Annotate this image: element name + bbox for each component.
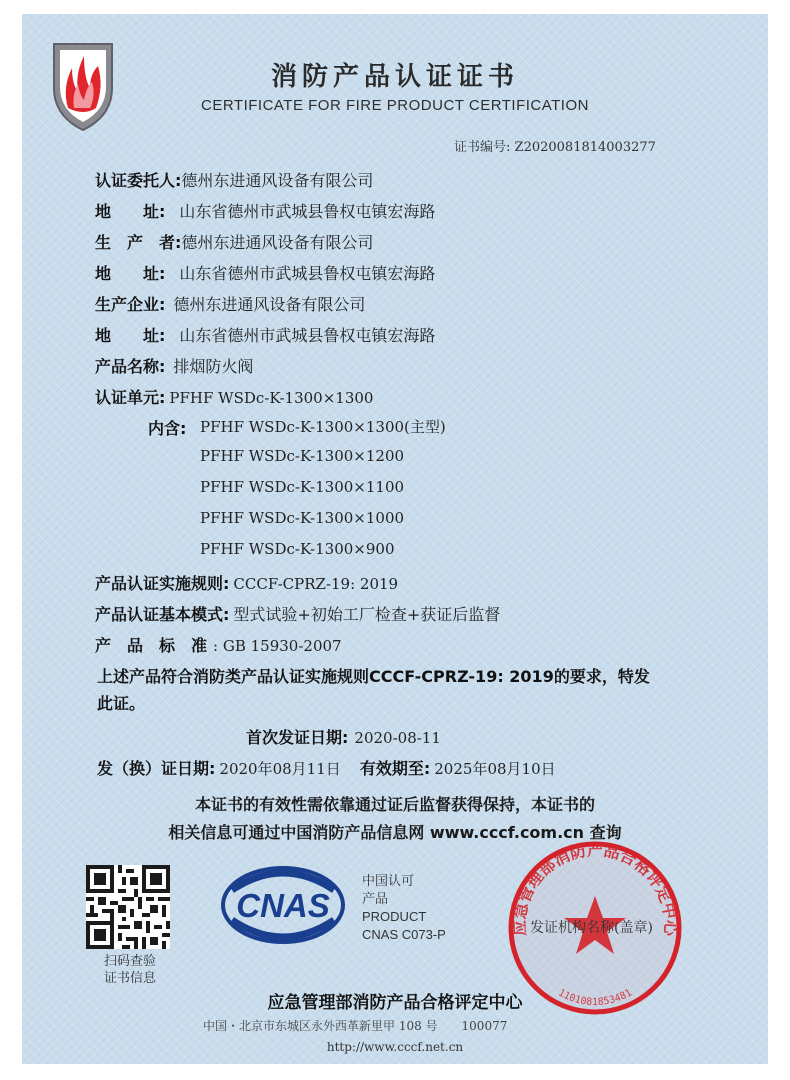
model-item: PFHF WSDc-K-1300×1000 — [200, 509, 405, 527]
mode-value: 型式试验+初始工厂检查+获证后监督 — [233, 605, 501, 624]
address2-label: 地 址: — [95, 264, 166, 283]
standard-value: : GB 15930-2007 — [213, 637, 342, 655]
product-row — [95, 354, 253, 377]
issue-validity-dates — [97, 756, 556, 779]
address3-row — [95, 323, 435, 346]
enterprise-row — [95, 292, 365, 315]
product-label: 产品名称: — [95, 357, 166, 376]
model-item: PFHF WSDc-K-1300×900 — [200, 540, 395, 558]
cnas-line2: 产品 — [362, 891, 389, 906]
cnas-line1: 中国认可 — [362, 873, 415, 888]
producer-value: 德州东进通风设备有限公司 — [181, 233, 374, 252]
seal-ring-text: 应急管理部消防产品合格评定中心 — [509, 840, 681, 937]
qr-caption — [80, 953, 180, 987]
enterprise-value: 德州东进通风设备有限公司 — [173, 295, 366, 314]
enterprise-label: 生产企业: — [95, 295, 166, 314]
first-issue-date — [246, 725, 441, 748]
address2-row — [95, 261, 435, 284]
cnas-logo-text: CNAS — [236, 887, 330, 924]
certificate-title: 消防产品认证证书 — [270, 62, 519, 92]
first-issue-label: 首次发证日期: — [246, 728, 349, 747]
unit-row — [95, 385, 373, 408]
cnas-accreditation-text — [362, 872, 446, 944]
qr-caption-line2: 证书信息 — [103, 971, 156, 986]
validity-notice-line1: 本证书的有效性需依靠通过证后监督获得保持，本证书的 — [194, 795, 595, 814]
mode-label: 产品认证基本模式: — [95, 605, 230, 624]
rules-label: 产品认证实施规则: — [95, 574, 230, 593]
seal-overlay-text: 发证机构名称(盖章) — [530, 920, 653, 936]
qr-code-icon[interactable] — [86, 865, 170, 949]
first-issue-value: 2020-08-11 — [354, 729, 441, 747]
qr-caption-line1: 扫码查验 — [103, 954, 156, 969]
model-item: PFHF WSDc-K-1300×1200 — [200, 447, 405, 465]
seal-serial: 1101081853481 — [556, 987, 634, 1009]
cnas-logo-icon — [218, 862, 348, 948]
organization-url[interactable]: http://www.cccf.net.cn — [326, 1040, 464, 1054]
contains-label: 内含: — [148, 419, 187, 438]
address1-row — [95, 199, 435, 222]
certificate-subtitle: CERTIFICATE FOR FIRE PRODUCT CERTIFICATION — [201, 97, 589, 114]
model-item: PFHF WSDc-K-1300×1300(主型) — [200, 418, 446, 436]
certificate-number — [454, 136, 656, 155]
valid-until-label: 有效期至: — [359, 759, 431, 778]
conformity-statement-line1: 上述产品符合消防类产品认证实施规则CCCF-CPRZ-19: 2019的要求，特发 — [97, 667, 650, 686]
issuing-organization: 应急管理部消防产品合格评定中心 — [267, 993, 523, 1013]
client-value: 德州东进通风设备有限公司 — [181, 171, 374, 190]
address1-value: 山东省德州市武城县鲁权屯镇宏海路 — [179, 202, 436, 221]
cnas-line4: CNAS C073-P — [362, 927, 446, 942]
rules-row — [95, 571, 398, 594]
producer-row — [95, 230, 373, 253]
certificate-number-value: Z2020081814003277 — [514, 140, 656, 155]
client-row — [95, 168, 373, 191]
unit-value: PFHF WSDc-K-1300×1300 — [169, 389, 374, 407]
cnas-line3: PRODUCT — [362, 909, 427, 924]
address3-value: 山东省德州市武城县鲁权屯镇宏海路 — [179, 326, 436, 345]
certificate-number-label: 证书编号: — [454, 140, 511, 155]
validity-notice-line2: 相关信息可通过中国消防产品信息网 www.cccf.com.cn 查询 — [168, 823, 622, 842]
client-label: 认证委托人: — [95, 171, 182, 190]
organization-address: 中国・北京市东城区永外西革新里甲 108 号 100077 — [203, 1019, 508, 1033]
issue-date-value: 2020年08月11日 — [219, 760, 341, 778]
unit-label: 认证单元: — [95, 388, 166, 407]
model-item: PFHF WSDc-K-1300×1100 — [200, 478, 405, 496]
mode-row — [95, 602, 500, 625]
product-value: 排烟防火阀 — [173, 357, 254, 376]
address1-label: 地 址: — [95, 202, 166, 221]
standard-row — [95, 633, 342, 656]
address2-value: 山东省德州市武城县鲁权屯镇宏海路 — [179, 264, 436, 283]
valid-until-value: 2025年08月10日 — [434, 760, 556, 778]
standard-label: 产 品 标 准 — [95, 636, 208, 655]
issue-date-label: 发（换）证日期: — [97, 759, 216, 778]
producer-label: 生 产 者: — [95, 233, 182, 252]
rules-value: CCCF-CPRZ-19: 2019 — [233, 575, 399, 593]
address3-label: 地 址: — [95, 326, 166, 345]
conformity-statement-line2: 此证。 — [97, 694, 146, 713]
